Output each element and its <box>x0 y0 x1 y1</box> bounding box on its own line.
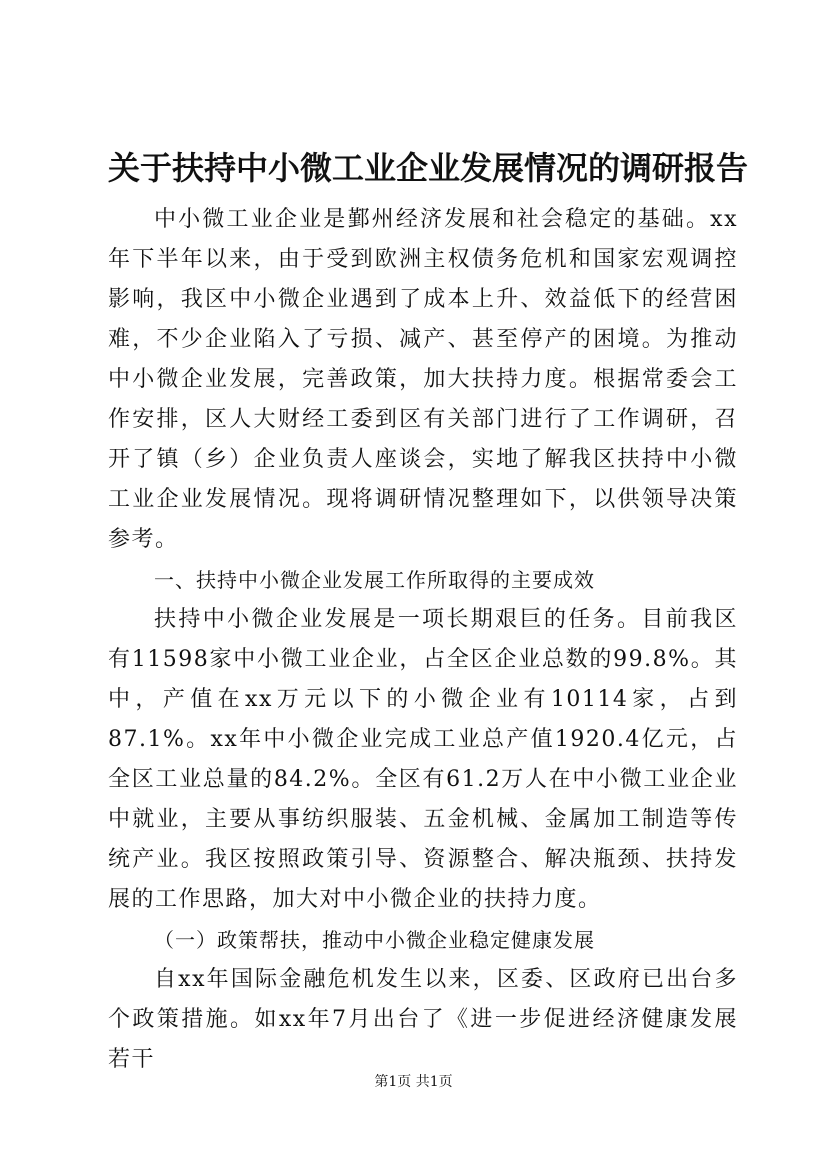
document-body <box>108 200 738 1080</box>
subsection-heading-1: （一）政策帮扶，推动中小微企业稳定健康发展 <box>154 928 595 952</box>
intro-paragraph: 中小微工业企业是鄞州经济发展和社会稳定的基础。xx年下半年以来，由于受到欧洲主权债务危机和国家宏观调控影响，我区中小微企业遇到了成本上升、效益低下的经营困难，不少企业陷入了亏损、减产、甚至停产的困境。为推动中小微企业发展，完善政策，加大扶持力度。根据常委会工作安排，区人大财经工委到区有关部门进行了工作调研，召开了镇（乡）企业负责人座谈会，实地了解我区扶持中小微工业企业发展情况。现将调研情况整理如下，以供领导决策参考。 <box>108 207 738 552</box>
page-footer: 第1页 共1页 <box>374 1074 453 1090</box>
achievements-paragraph: 扶持中小微企业发展是一项长期艰巨的任务。目前我区有11598家中小微工业企业，占全区企业总数的99.8%。其中，产值在xx万元以下的小微企业有10114家，占到87.1%。xx年中小微企业完成工业总产值1920.4亿元，占全区工业总量的84.2%。全区有61.2万人在中小微工业企业中就业，主要从事纺织服装、五金机械、金属加工制造等传统产业。我区按照政策引导、资源整合、解决瓶颈、扶持发展的工作思路，加大对中小微企业的扶持力度。 <box>108 607 738 912</box>
policy-paragraph: 自xx年国际金融危机发生以来，区委、区政府已出台多个政策措施。如xx年7月出台了《进一步促进经济健康发展若干 <box>108 967 738 1072</box>
section-heading-1: 一、扶持中小微企业发展工作所取得的主要成效 <box>154 568 595 592</box>
document-title: 关于扶持中小微工业企业发展情况的调研报告 <box>108 149 749 187</box>
